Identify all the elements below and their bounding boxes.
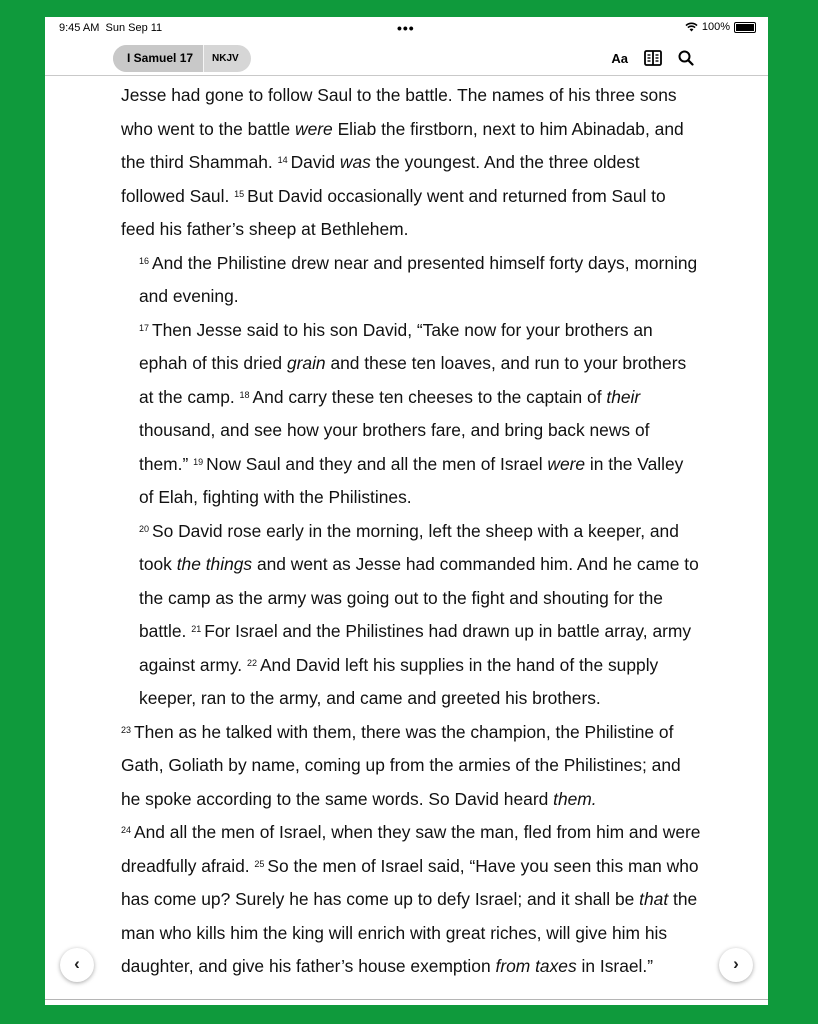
scripture-paragraph [121, 816, 701, 984]
verse-text: So David rose early in the morning, left the sheep with a keeper, and took [139, 520, 679, 574]
verse-text: and these ten loaves, and run to your brothers at the camp. [139, 353, 687, 407]
italic-text: was [339, 152, 371, 172]
verse-text: And all the men of Israel, when they saw the man, fled from him and were dreadfully afraid. [121, 822, 701, 876]
verse-text: And the Philistine drew near and presented himself forty days, morning and evening. [139, 252, 698, 306]
verse-number[interactable]: 19 [193, 456, 204, 467]
italic-text: from taxes [495, 956, 577, 976]
verse-text: Eliab the firstborn, next to him Abinadab, and the third Shammah. [121, 118, 684, 172]
italic-text: were [547, 453, 586, 474]
verse-text: And carry these ten cheeses to the captain of [252, 386, 607, 407]
toolbar-actions [611, 50, 694, 66]
verse-text: So the men of Israel said, “Have you seen this man who has come up? Surely he has come up to defy Israel; and it shall be [121, 855, 699, 909]
verse-number[interactable]: 18 [239, 389, 250, 400]
verse-text: And David left his supplies in the hand of the supply keeper, ran to the army, and came and greeted his brothers. [139, 654, 659, 708]
italic-text: them. [553, 788, 597, 809]
italic-text: were [295, 118, 333, 139]
scripture-paragraph [121, 247, 701, 314]
reader-toolbar [45, 41, 768, 76]
verse-number[interactable]: 22 [246, 657, 257, 668]
passage-selector [113, 45, 251, 72]
status-bar [45, 17, 768, 39]
verse-text: David [290, 152, 340, 172]
next-chapter-button[interactable]: › [719, 948, 753, 982]
book-chapter-button[interactable]: I Samuel 17 [113, 45, 204, 72]
search-icon[interactable] [678, 50, 694, 66]
scripture-paragraph [121, 314, 701, 515]
verse-number[interactable]: 15 [234, 188, 245, 199]
italic-text: the things [176, 554, 253, 574]
verse-number[interactable]: 23 [121, 724, 132, 735]
verse-text: and went as Jesse had commanded him. And he came to the camp as the army was going out to the fight and shouting for the battle. [139, 554, 699, 641]
bottom-divider [45, 999, 768, 1000]
verse-text: Jesse had gone to follow Saul to the battle. The names of his three sons who went to the battle [121, 85, 677, 139]
verse-text: the youngest. And the three oldest followed Saul. [121, 152, 640, 206]
verse-number[interactable]: 20 [139, 523, 150, 534]
verse-text: Then as he talked with them, there was the champion, the Philistine of Gath, Goliath by name, coming up from the armies of the Philistines; and he spoke according to the same words. So David heard [121, 721, 681, 809]
parallel-view-icon[interactable] [644, 50, 662, 66]
verse-number[interactable]: 14 [277, 155, 288, 165]
verse-text: the man who kills him the king will enrich with great riches, will give him his daughter, and give his father’s house exemption [121, 889, 698, 976]
battery-icon [734, 22, 756, 33]
previous-chapter-button[interactable]: ‹ [60, 948, 94, 982]
verse-text: But David occasionally went and returned from Saul to feed his father’s sheep at Bethlehem. [121, 185, 666, 239]
scripture-paragraph [121, 716, 701, 817]
scripture-paragraph [121, 79, 701, 247]
multitask-dots[interactable]: ••• [397, 20, 415, 36]
verse-number[interactable]: 16 [139, 255, 150, 266]
status-time [59, 22, 162, 34]
reader-screen [45, 17, 768, 1005]
scripture-paragraph [121, 515, 701, 716]
verse-number[interactable]: 25 [254, 858, 265, 869]
verse-text: thousand, and see how your brothers fare, and bring back news of them.” [139, 420, 650, 474]
wifi-icon [685, 22, 698, 32]
date-text: Sun Sep 11 [105, 22, 163, 34]
verse-text: Then Jesse said to his son David, “Take now for your brothers an ephah of this dried [139, 319, 653, 373]
time-text: 9:45 AM [59, 22, 100, 34]
verse-text: Now Saul and they and all the men of Israel [206, 453, 548, 474]
scripture-text [121, 79, 701, 984]
verse-text: in the Valley of Elah, fighting with the Philistines. [139, 453, 684, 507]
battery-percent: 100% [701, 21, 730, 33]
italic-text: grain [286, 353, 326, 373]
italic-text: that [639, 889, 669, 909]
status-right [685, 21, 756, 33]
verse-number[interactable]: 17 [139, 322, 150, 333]
version-button[interactable]: NKJV [212, 53, 239, 64]
verse-number[interactable]: 21 [191, 624, 202, 634]
text-settings-button[interactable]: Aa [611, 50, 628, 66]
italic-text: their [606, 386, 641, 407]
verse-text: in Israel.” [576, 956, 654, 976]
verse-number[interactable]: 24 [121, 825, 132, 835]
verse-text: For Israel and the Philistines had drawn up in battle array, army against army. [139, 621, 692, 675]
